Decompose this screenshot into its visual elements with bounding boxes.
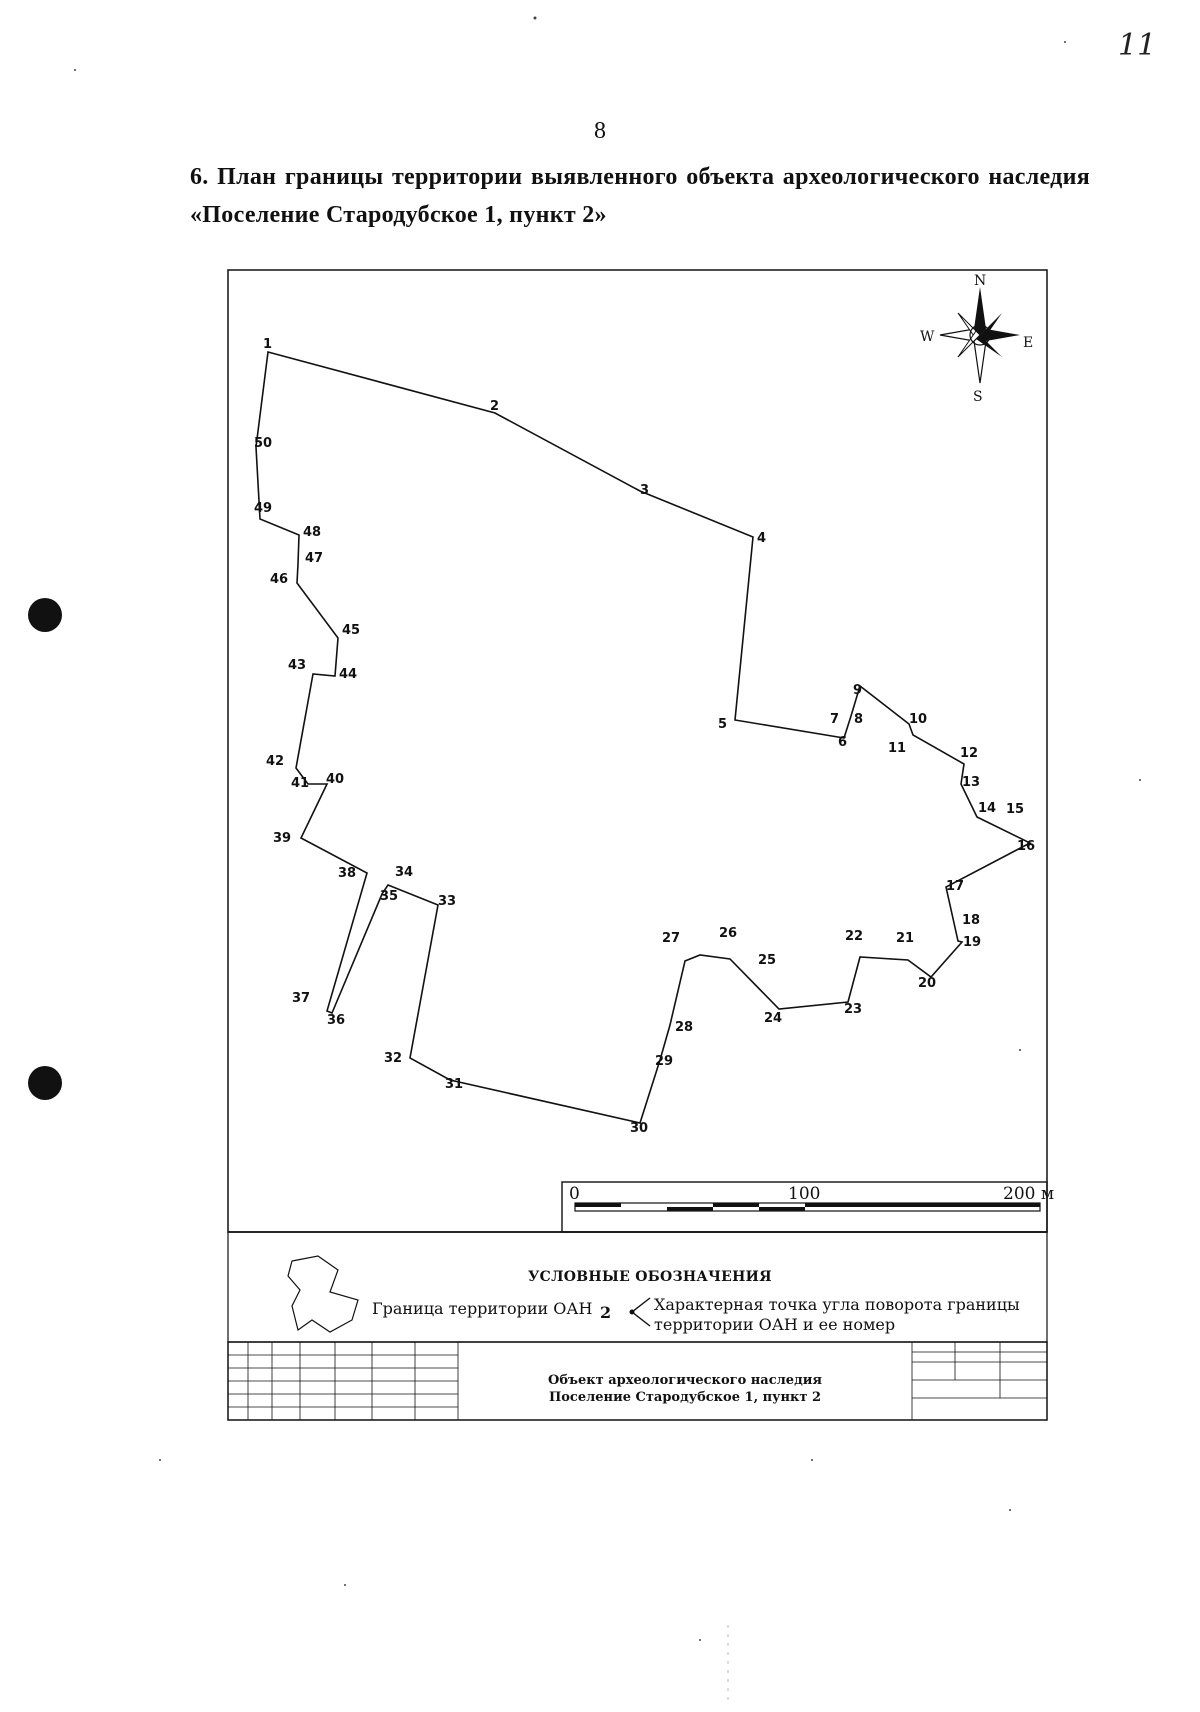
compass-s-label: S (973, 389, 983, 405)
scale-label-100: 100 (788, 1184, 821, 1204)
boundary-point-label-12: 12 (960, 746, 979, 761)
page-number: 8 (594, 118, 606, 144)
boundary-point-label-15: 15 (1006, 802, 1025, 817)
boundary-point-label-21: 21 (896, 931, 915, 946)
boundary-point-label-35: 35 (380, 889, 399, 904)
boundary-point-label-37: 37 (292, 991, 311, 1006)
boundary-point-label-26: 26 (719, 926, 738, 941)
boundary-point-label-3: 3 (640, 483, 650, 498)
boundary-point-label-33: 33 (438, 894, 457, 909)
scale-bar (562, 1182, 1054, 1232)
boundary-point-label-48: 48 (303, 525, 322, 540)
boundary-point-label-6: 6 (838, 735, 848, 750)
boundary-point-label-9: 9 (853, 683, 863, 698)
scale-label-200: 200 м (1003, 1184, 1055, 1204)
legend-title: УСЛОВНЫЕ ОБОЗНАЧЕНИЯ (528, 1269, 772, 1285)
oan-boundary-polygon (256, 352, 1030, 1123)
map-frame (228, 270, 1047, 1232)
boundary-point-label-13: 13 (962, 775, 981, 790)
boundary-point-label-42: 42 (266, 754, 285, 769)
boundary-point-label-5: 5 (718, 717, 728, 732)
compass-n-label: N (974, 273, 987, 289)
boundary-point-label-47: 47 (305, 551, 324, 566)
legend-point-label-line2: территории ОАН и ее номер (654, 1315, 896, 1334)
boundary-point-label-32: 32 (384, 1051, 403, 1066)
boundary-point-label-17: 17 (946, 879, 965, 894)
boundary-point-label-25: 25 (758, 953, 777, 968)
boundary-point-label-18: 18 (962, 913, 981, 928)
boundary-point-label-1: 1 (263, 337, 273, 352)
boundary-point-label-8: 8 (854, 712, 864, 727)
boundary-point-label-27: 27 (662, 931, 681, 946)
boundary-point-label-36: 36 (327, 1013, 346, 1028)
boundary-point-label-14: 14 (978, 801, 997, 816)
boundary-point-label-11: 11 (888, 741, 907, 756)
legend-frame (228, 1232, 1047, 1342)
boundary-point-label-28: 28 (675, 1020, 694, 1035)
boundary-point-label-43: 43 (288, 658, 307, 673)
title-block-object-line1: Объект археологического наследия (548, 1373, 822, 1388)
legend-point-symbol (630, 1298, 651, 1326)
boundary-point-label-4: 4 (757, 531, 767, 546)
boundary-point-label-34: 34 (395, 865, 414, 880)
compass-w-label: W (920, 329, 935, 345)
boundary-point-label-45: 45 (342, 623, 361, 638)
boundary-point-label-49: 49 (254, 501, 273, 516)
boundary-point-label-40: 40 (326, 772, 345, 787)
compass-rose (920, 273, 1033, 405)
legend-point-symbol-number: 2 (600, 1303, 612, 1322)
boundary-point-label-31: 31 (445, 1077, 464, 1092)
boundary-point-label-50: 50 (254, 436, 273, 451)
boundary-point-label-23: 23 (844, 1002, 863, 1017)
title-block-object-line2: Поселение Стародубское 1, пункт 2 (548, 1390, 822, 1405)
boundary-point-label-2: 2 (490, 399, 500, 414)
boundary-point-label-10: 10 (909, 712, 928, 727)
handwritten-sheet-number: 11 (1118, 28, 1157, 63)
compass-e-label: E (1023, 335, 1034, 351)
boundary-point-label-30: 30 (630, 1121, 649, 1136)
boundary-point-label-39: 39 (273, 831, 292, 846)
boundary-point-label-22: 22 (845, 929, 864, 944)
boundary-point-label-41: 41 (291, 776, 310, 791)
boundary-point-label-38: 38 (338, 866, 357, 881)
boundary-point-label-16: 16 (1017, 839, 1036, 854)
section-heading: 6. План границы территории выявленного объекта археологического наследия «Поселение Стародубское 1, пункт 2» (190, 164, 1090, 228)
boundary-point-label-24: 24 (764, 1011, 783, 1026)
boundary-point-label-19: 19 (963, 935, 982, 950)
scale-label-0: 0 (569, 1184, 580, 1204)
boundary-point-label-20: 20 (918, 976, 937, 991)
legend-boundary-label: Граница территории ОАН (372, 1299, 593, 1318)
legend-point-label-line1: Характерная точка угла поворота границы (654, 1295, 1020, 1314)
legend-boundary-symbol (288, 1256, 358, 1332)
boundary-point-label-46: 46 (270, 572, 289, 587)
boundary-point-label-7: 7 (830, 712, 840, 727)
boundary-point-label-29: 29 (655, 1054, 674, 1069)
boundary-point-label-44: 44 (339, 667, 358, 682)
